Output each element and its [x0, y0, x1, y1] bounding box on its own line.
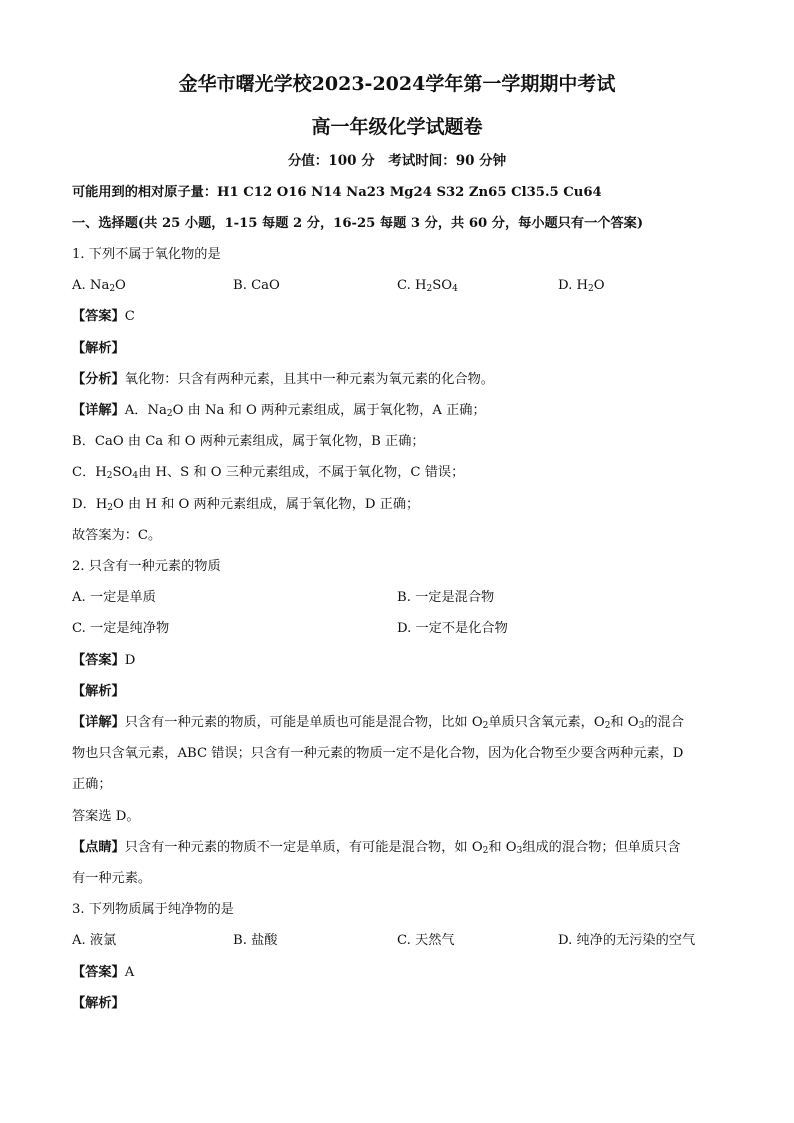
- q1-stem: 1. 下列不属于氧化物的是: [72, 247, 221, 262]
- q1-detail-b: B．CaO 由 Ca 和 O 两种元素组成，属于氧化物，B 正确；: [72, 434, 425, 449]
- atomic-masses: 可能用到的相对原子量：H1 C12 O16 N14 Na23 Mg24 S32 Zn65 Cl35.5 Cu64: [72, 185, 602, 200]
- q1-detail-d: D．$H_2O$ 由 H 和 O 两种元素组成，属于氧化物，D 正确；: [72, 497, 420, 513]
- q1-analysis-label: 【解析】: [72, 341, 125, 356]
- q3-option-a: A. 液氯: [72, 933, 117, 948]
- q2-detail-line3: 正确；: [72, 777, 112, 792]
- q3-option-b: B. 盐酸: [233, 933, 278, 948]
- q2-analysis-label: 【解析】: [72, 684, 125, 699]
- q1-conclusion: 故答案为：C。: [72, 528, 162, 543]
- exam-meta: 分值：100 分 考试时间：90 分钟: [287, 153, 507, 169]
- q1-option-c: C. $H_2SO_4$: [397, 278, 458, 294]
- q3-option-c: C. 天然气: [397, 933, 455, 948]
- q1-option-a: A. $Na_2O$: [72, 278, 126, 294]
- exam-subtitle: 高一年级化学试题卷: [311, 116, 483, 138]
- q2-option-d: D. 一定不是化合物: [397, 621, 508, 636]
- q2-stem: 2. 只含有一种元素的物质: [72, 559, 221, 574]
- q2-tip-line2: 有一种元素。: [72, 871, 152, 886]
- q2-option-a: A. 一定是单质: [72, 590, 156, 605]
- q2-option-b: B. 一定是混合物: [397, 590, 495, 605]
- q3-stem: 3. 下列物质属于纯净物的是: [72, 902, 234, 917]
- q2-option-c: C. 一定是纯净物: [72, 621, 170, 636]
- q2-conclusion: 答案选 D。: [72, 809, 140, 824]
- q1-detail-a: 【详解】A．$Na_2O$ 由 Na 和 O 两种元素组成，属于氧化物，A 正确；: [72, 403, 486, 419]
- q2-tip-line1: 【点睛】只含有一种元素的物质不一定是单质，有可能是混合物，如 $O_2$和 $O_3$组成的混合物；但单质只含: [72, 840, 681, 856]
- q1-fenxi: 【分析】氧化物：只含有两种元素，且其中一种元素为氧元素的化合物。: [72, 372, 494, 387]
- q3-analysis-label: 【解析】: [72, 996, 125, 1011]
- section-heading: 一、选择题(共 25 小题，1-15 每题 2 分，16-25 每题 3 分，共 60 分，每小题只有一个答案): [72, 216, 644, 231]
- q1-answer: 【答案】C: [72, 309, 135, 324]
- q2-detail-line1: 【详解】只含有一种元素的物质，可能是单质也可能是混合物，比如 $O_2$单质只含氧元素，$O_2$和 $O_3$的混合: [72, 715, 684, 731]
- q3-option-d: D. 纯净的无污染的空气: [558, 933, 696, 948]
- q1-option-b: B. CaO: [233, 278, 280, 293]
- q1-option-d: D. $H_2O$: [558, 278, 605, 294]
- exam-title: 金华市曙光学校2023-2024学年第一学期期中考试: [178, 73, 616, 95]
- q2-detail-line2: 物也只含氧元素，ABC 错误；只含有一种元素的物质一定不是化合物，因为化合物至少要含两种元素，D: [72, 746, 684, 761]
- q3-answer: 【答案】A: [72, 965, 135, 980]
- q2-answer: 【答案】D: [72, 653, 136, 668]
- q1-detail-c: C．$H_2SO_4$由 H、S 和 O 三种元素组成，不属于氧化物，C 错误；: [72, 465, 465, 481]
